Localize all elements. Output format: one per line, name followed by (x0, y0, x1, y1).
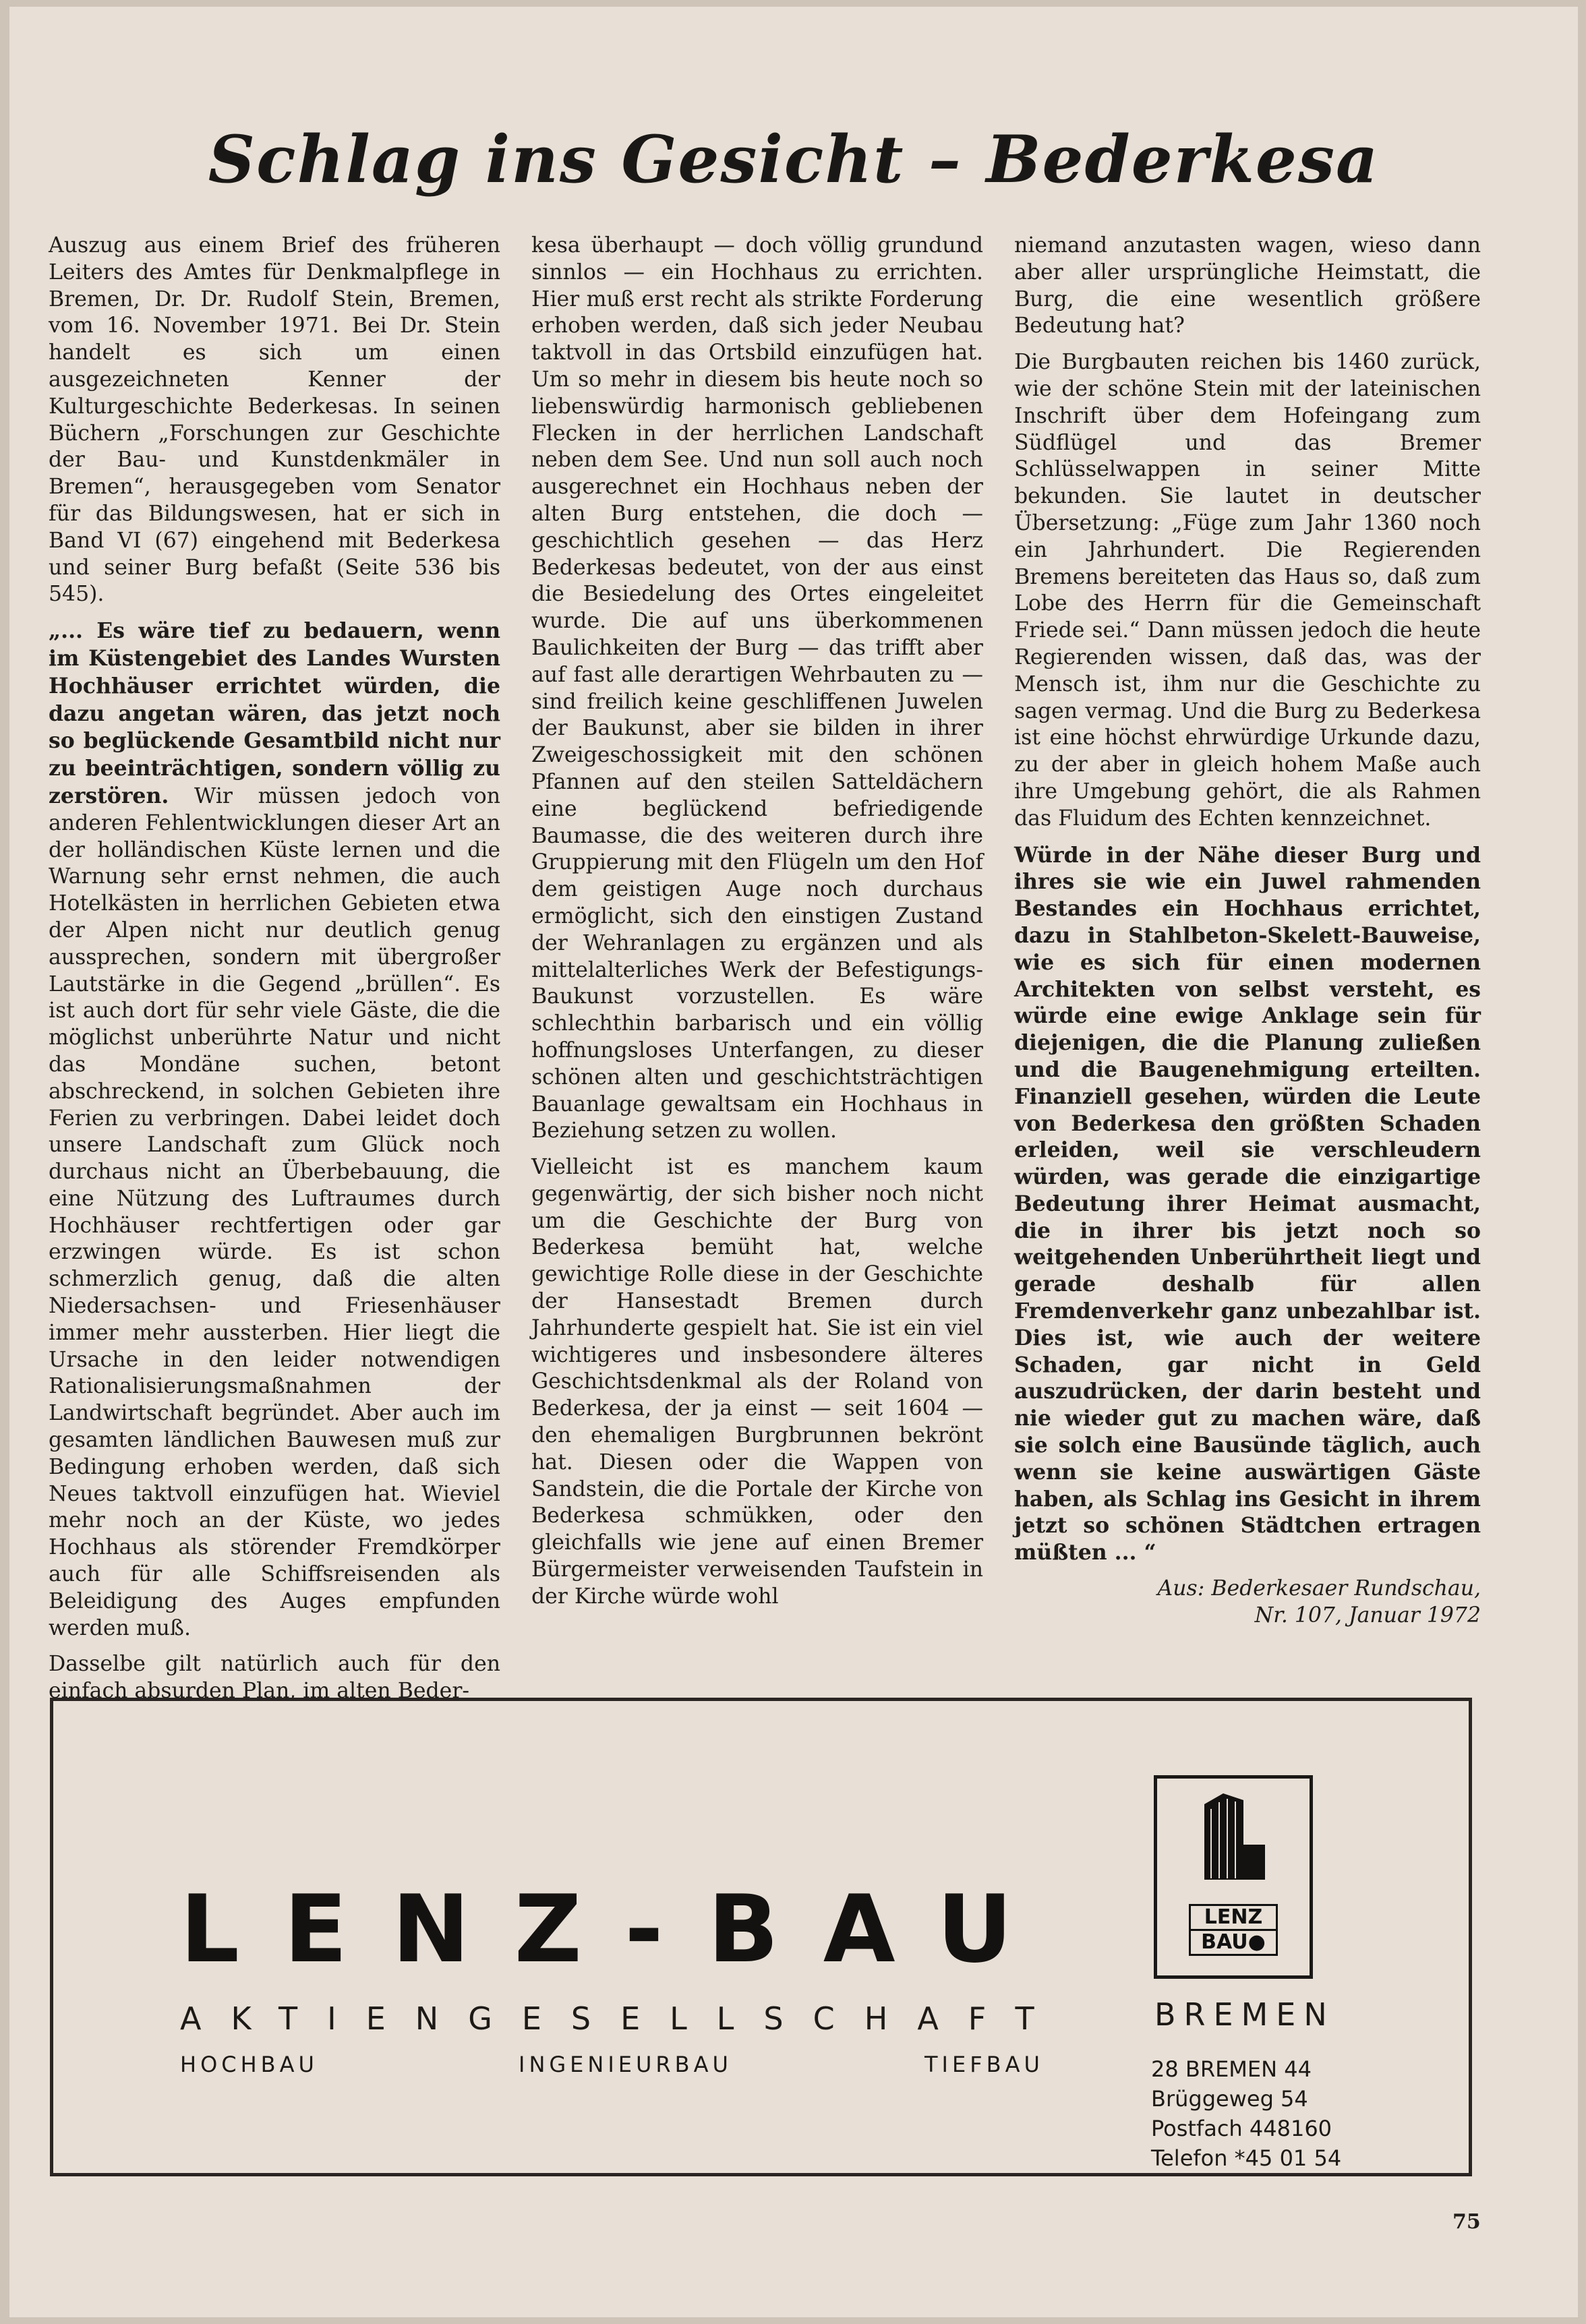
ad-category-hochbau: HOCHBAU (180, 2052, 318, 2077)
column-3-paragraph-2: Die Burgbauten reichen bis 1460 zurück, wie der schöne Stein mit der lateinischen Inschrift über dem Hofeingang zum Südflügel und das Bremer Schlüsselwappen in seiner Mitte bekunden. Sie lautet in deutscher Übersetzung: „Füge zum Jahr 1360 noch ein Jahrhundert. Die Regierenden Bremens bereiteten das Haus so, daß zum Lobe des Herrn für die Gemeinschaft Friede sei.“ Dann müssen jedoch die heute Regierenden wissen, daß das, was der Mensch ist, ihm nur die Geschichte zu sagen vermag. Und die Burg zu Bederkesa ist eine höchst ehrwürdige Urkunde dazu, zu der aber in gleich hohem Maße auch ihre Umgebung gehört, die als Rahmen das Fluidum des Echten kennzeichnet. (1014, 350, 1481, 831)
address-line-2: Brüggeweg 54 (1151, 2086, 1308, 2112)
page-number: 75 (1452, 2210, 1481, 2234)
ad-address (1151, 2054, 1341, 2173)
logo-wordmark (1189, 1904, 1278, 1956)
logo-lenz-text: LENZ (1189, 1904, 1278, 1929)
quote-bold-lead: „... Es wäre tief zu bedauern, wenn im Küstengebiet des Landes Wursten Hochhäuser errichtet würden, die dazu angetan wären, das jetzt noch so beglückende Gesamtbild nicht nur zu beeinträchtigen, sondern völlig zu zerstören. (49, 618, 500, 808)
building-icon (1157, 1779, 1310, 1900)
magazine-page (9, 7, 1578, 2317)
quote-paragraph (49, 618, 500, 1642)
address-line-4: Telefon *45 01 54 (1151, 2145, 1342, 2171)
article-column-3 (1014, 233, 1481, 1630)
intro-paragraph: Auszug aus einem Brief des früheren Leiters des Amtes für Denkmalpflege in Bremen, Dr. Dr. Rudolf Stein, Bremen, vom 16. November 1971. Bei Dr. Stein handelt es sich um einen ausgezeichneten Kenner der Kulturgeschichte Bederkesas. In seinen Büchern „Forschungen zur Geschichte der Bau- und Kunstdenkmäler in Bremen“, herausgegeben vom Senator für das Bildungswesen, hat er sich in Band VI (67) eingehend mit Bederkesa und seiner Burg befaßt (Seite 536 bis 545). (49, 233, 500, 607)
article-column-1 (49, 233, 500, 1715)
address-line-1: 28 BREMEN 44 (1151, 2056, 1312, 2082)
column-2-paragraph-2: Vielleicht ist es manchem kaum gegenwärtig, der sich bisher noch nicht um die Geschichte der Burg von Bederkesa bemüht hat, welche gewichtige Rolle diese in der Geschichte der Hansestadt Bremen durch Jahrhunderte gespielt hat. Sie ist ein viel wichtigeres und insbesondere älteres Geschichtsdenkmal als der Roland von Bederkesa, der ja einst — seit 1604 — den ehemaligen Burgbrunnen bekrönt hat. Diesen oder die Wappen von Sandstein, die die Portale der Kirche von Bederkesa schmükken, oder den gleichfalls wie jene auf einen Bremer Bürgermeister verweisenden Taufstein in der Kirche würde wohl (531, 1155, 983, 1609)
article-title: Schlag ins Gesicht – Bederkesa (208, 121, 1380, 198)
source-line-1: Aus: Bederkesaer Rundschau, (1157, 1576, 1481, 1601)
column-2-paragraph-1: kesa überhaupt — doch völlig grundund sinnlos — ein Hochhaus zu errichten. Hier muß erst recht als strikte Forderung erhoben werden, daß sich jeder Neubau taktvoll in das Ortsbild einzufügen hat. Um so mehr in diesem bis heute noch so liebenswürdig harmonisch gebliebenen Flecken in der herrlichen Landschaft neben dem See. Und nun soll auch noch ausgerechnet ein Hochhaus neben der alten Burg entstehen, die doch — geschichtlich gesehen — das Herz Bederkesas bedeutet, von der aus einst die Besiedelung des Ortes eingeleitet wurde. Die auf uns überkommenen Baulichkeiten der Burg — das trifft aber auf fast alle derartigen Wehrbauten zu — sind freilich keine geschliffenen Juwelen der Baukunst, aber sie bilden in ihrer Zweigeschossigkeit mit den schönen Pfannen auf den steilen Satteldächern eine beglückend befriedigende Baumasse, die des weiteren durch ihre Gruppierung mit den Flügeln um den Hof dem geistigen Auge noch durchaus ermöglicht, sich den einstigen Zustand der Wehranlagen zu ergänzen und als mittelalterliches Werk der Befestigungs-Baukunst vorzustellen. Es wäre schlechthin barbarisch und ein völlig hoffnungsloses Unterfangen, zu dieser schönen alten und geschichtsträchtigen Bauanlage gewaltsam ein Hochhaus in Beziehung setzen zu wollen. (531, 233, 983, 1143)
address-line-3: Postfach 448160 (1151, 2116, 1332, 2141)
column-1-closing-paragraph: Dasselbe gilt natürlich auch für den einfach absurden Plan, im alten Beder- (49, 1652, 500, 1704)
ad-category-ingenieurbau: INGENIEURBAU (519, 2052, 732, 2077)
ad-company-type: AKTIENGESELLSCHAFT (180, 2000, 1064, 2037)
column-3-paragraph-1: niemand anzutasten wagen, wieso dann aber aller ursprüngliche Heimstatt, die Burg, die eine wesentlich größere Bedeutung hat? (1014, 233, 1481, 338)
source-line-2: Nr. 107, Januar 1972 (1254, 1603, 1481, 1628)
quote-body: Wir müssen jedoch von anderen Fehlentwicklungen dieser Art an der holländischen Küste lernen und die Warnung sehr ernst nehmen, die auch Hotelkästen in herrlichen Gebieten etwa der Alpen nicht nur deutlich genug aussprechen, sondern mit übergroßer Lautstärke in die Gegend „brüllen“. Es ist auch dort für sehr viele Gäste, die die möglichst unberührte Natur und nicht das Mondäne suchen, betont abschreckend, in solchen Gebieten ihre Ferien zu verbringen. Dabei leidet doch unsere Landschaft zum Glück noch durchaus nicht an Überbebauung, die eine Nützung des Luftraumes durch Hochhäuser rechtfertigen oder gar erzwingen würde. Es ist schon schmerzlich genug, daß die alten Niedersachsen- und Friesenhäuser immer mehr aussterben. Hier liegt die Ursache in den leider notwendigen Rationalisierungsmaßnahmen der Landwirtschaft begründet. Aber auch im gesamten ländlichen Bauwesen muß zur Bedingung erhoben werden, daß sich Neues taktvoll einzufügen hat. Wieviel mehr noch an der Küste, wo jedes Hochhaus als störender Fremdkörper auch für alle Schiffsreisenden als Beleidigung des Auges empfunden werden muß. (49, 783, 500, 1640)
ad-category-tiefbau: TIEFBAU (924, 2052, 1044, 2077)
article-column-2 (531, 233, 983, 1620)
lenz-bau-logo (1154, 1775, 1313, 1979)
column-3-bold-paragraph: Würde in der Nähe dieser Burg und ihres sie wie ein Juwel rahmenden Bestandes ein Hochhaus errichtet, dazu in Stahlbeton-Skelett-Bauweise, wie es sich für einen modernen Architekten von selbst versteht, es würde eine ewige Anklage sein für diejenigen, die die Planung zuließen und die Baugenehmigung erteilten. Finanziell gesehen, würden die Leute von Bederkesa den größten Schaden erleiden, weil sie verschleudern würden, was gerade die einzigartige Bedeutung ihrer Heimat ausmacht, die in ihrer bis jetzt noch so weitgehenden Unberührtheit liegt und gerade deshalb für allen Fremdenverkehr ganz unbezahlbar ist. Dies ist, wie auch der weitere Schaden, gar nicht in Geld auszudrücken, der darin besteht und nie wieder gut zu machen wäre, daß sie solch eine Bausünde täglich, auch wenn sie keine auswärtigen Gäste haben, als Schlag ins Gesicht in ihrem jetzt so schönen Städtchen ertragen müßten ... “ (1014, 842, 1481, 1566)
logo-bau-text: BAU● (1189, 1929, 1278, 1956)
lenz-bau-advertisement (50, 1698, 1472, 2176)
ad-brand-name: LENZ-BAU (180, 1875, 1057, 1984)
ad-city: BREMEN (1154, 1996, 1335, 2033)
